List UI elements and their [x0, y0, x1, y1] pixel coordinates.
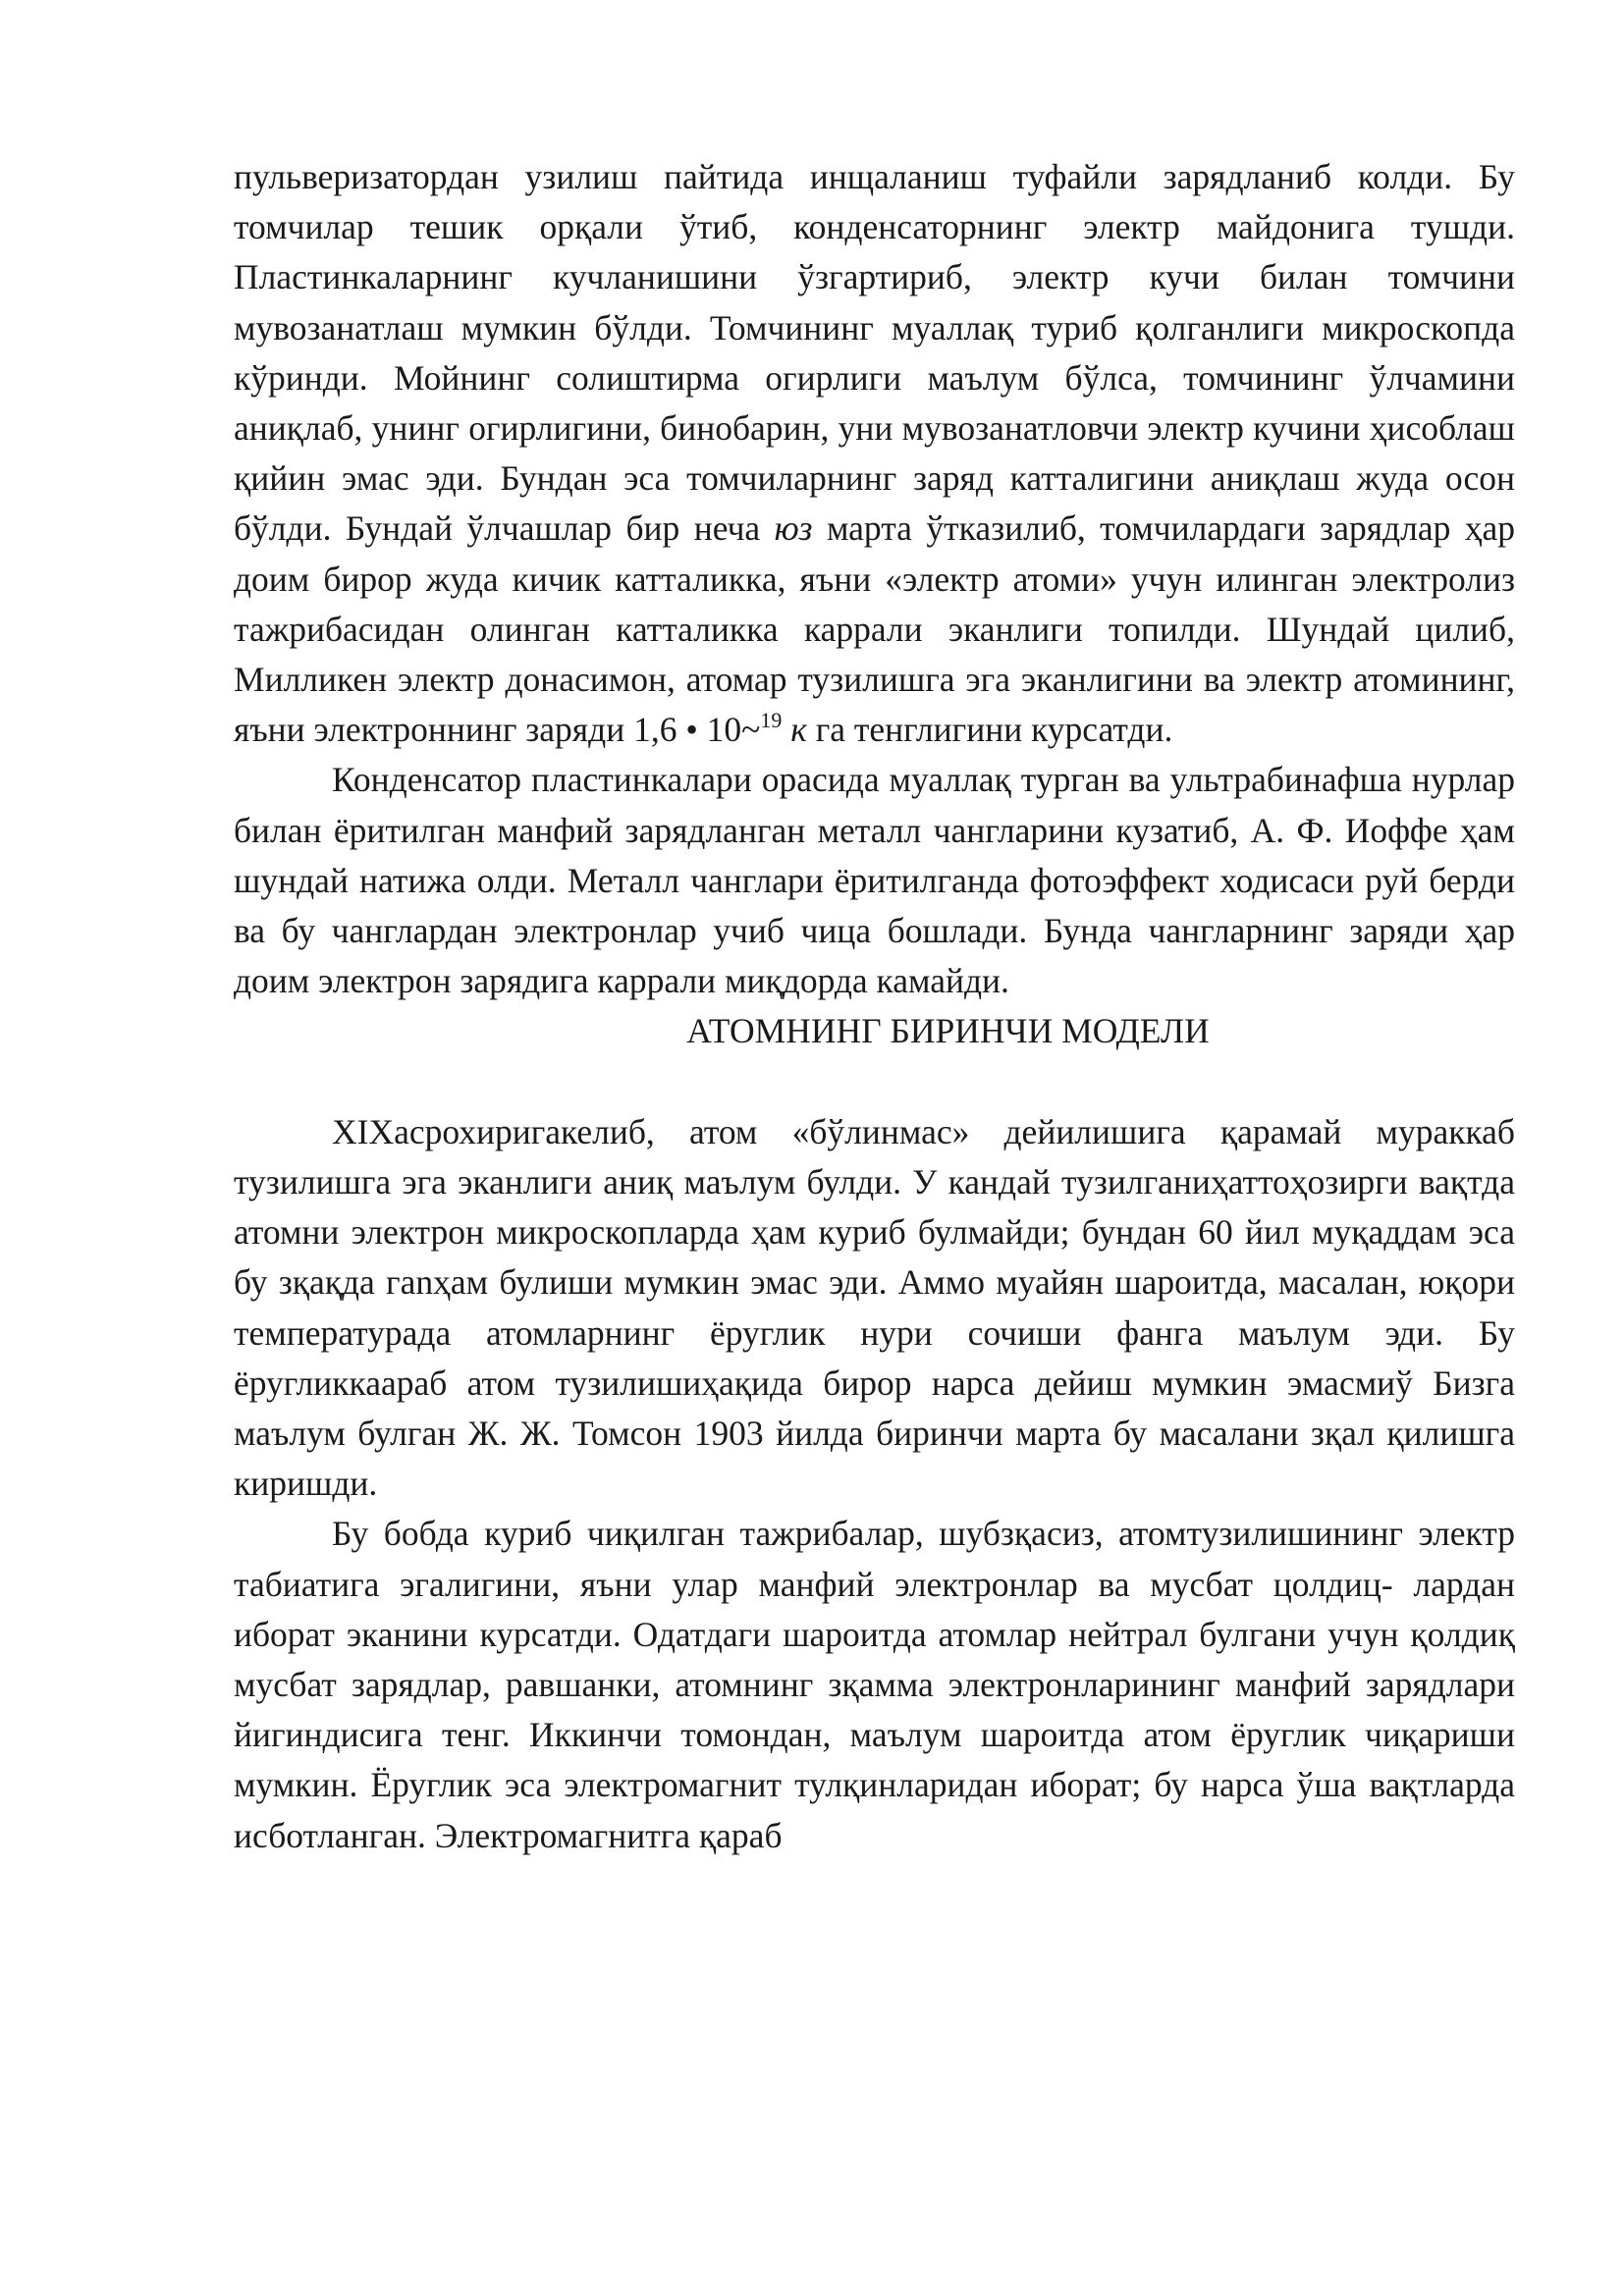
- paragraph-experiments-summary: Бу бобда куриб чиқилган тажрибалар, шубзқасиз, атомтузилишининг электр табиатига эгалигини, яъни улар манфий электронлар ва мусбат цолдиц- лардан иборат эканини курсатди. Одатдаги шароитда атомлар нейтрал булгани учун қолдиқ мусбат зарядлар, равшанки, атомнинг зқамма электронларининг манфий зарядлари йигиндисига тенг. Иккинчи томондан, маълум шароитда атом ёруглик чиқариши мумкин. Ёруглик эса электромагнит тулқинларидан иборат; бу нарса ўша вақтларда исботланган. Электромагнитга қараб: [234, 1514, 1515, 1855]
- blank-line: [234, 1057, 1515, 1107]
- paragraph-text: пульверизатордан узилиш пайтида инщаланиш туфайли зарядланиб колди. Бу томчилар тешик орқали ўтиб, конденсаторнинг электр майдонига тушди. Пластинкаларнинг кучланишини ўзгартириб, электр кучи билан томчини мувозанатлаш мумкин бўлди. Томчининг муаллақ туриб қолганлиги микроскопда кўринди. Мойнинг солиштирма огирлиги маълум бўлса, томчининг ўлчамини аниқлаб, унинг огирлигини, бинобарин, уни мувозанатловчи электр кучини ҳисоблаш қийин эмас эди. Бундан эса томчиларнинг заряд катталигини аниқлаш жуда осон бўлди. Бундай ўлчашлар бир неча: [234, 157, 1515, 549]
- unit-symbol: к: [790, 710, 807, 750]
- paragraph-millikan-experiment: [234, 152, 1515, 755]
- exponent: 19: [760, 708, 783, 733]
- paragraph-atom-structure: XIXасрохиригакелиб, атом «бўлинмас» дейилишига қарамай мураккаб тузилишга эга эканлиги аниқ маълум булди. У кандай тузилганиҳаттоҳозирги вақтда атомни электрон микроскопларда ҳам куриб булмайди; бундан 60 йил муқаддам эса бу зқақда гanҳам булиши мумкин эмас эди. Аммо муайян шароитда, масалан, юқори температурада атомларнинг ёруглик нури сочиши фанга маълум эди. Бу ёругликкаараб атом тузилишиҳақида бирор нарса дейиш мумкин эмасмиў Бизга маълум булган Ж. Ж. Томсон 1903 йилда биринчи марта бу масалани зқал қилишга киришди.: [234, 1111, 1515, 1504]
- section-heading: АТОМНИНГ БИРИНЧИ МОДЕЛИ: [686, 1011, 1210, 1051]
- paragraph-ioffe-experiment: Конденсатор пластинкалари орасида муаллақ турган ва ультрабинафша нурлар билан ёритилган манфий зарядланган металл чангларини кузатиб, А. Ф. Иоффе ҳам шундай натижа олди. Металл чанглари ёритилганда фотоэффект ходисаси руй берди ва бу чанглардан электронлар учиб чица бошлади. Бунда чангларнинг заряди ҳар доим электрон зарядига каррали миқдорда камайди.: [234, 760, 1515, 1001]
- paragraph-text-end: га тенглигини курсатди.: [815, 710, 1173, 750]
- italic-word: юз: [774, 508, 813, 549]
- paragraph-text-continued: марта ўтказилиб, томчилардаги зарядлар ҳар доим бирор жуда кичик катталикка, яъни «электр атоми» учун илинган электролиз тажрибасидан олинган катталикка каррали эканлиги топилди. Шундай цилиб, Милликен электр донасимон, атомар тузилишга эга эканлигини ва электр атомининг, яъни электроннинг заряди 1,6 • 10~: [234, 508, 1516, 750]
- document-page: [234, 152, 1515, 1861]
